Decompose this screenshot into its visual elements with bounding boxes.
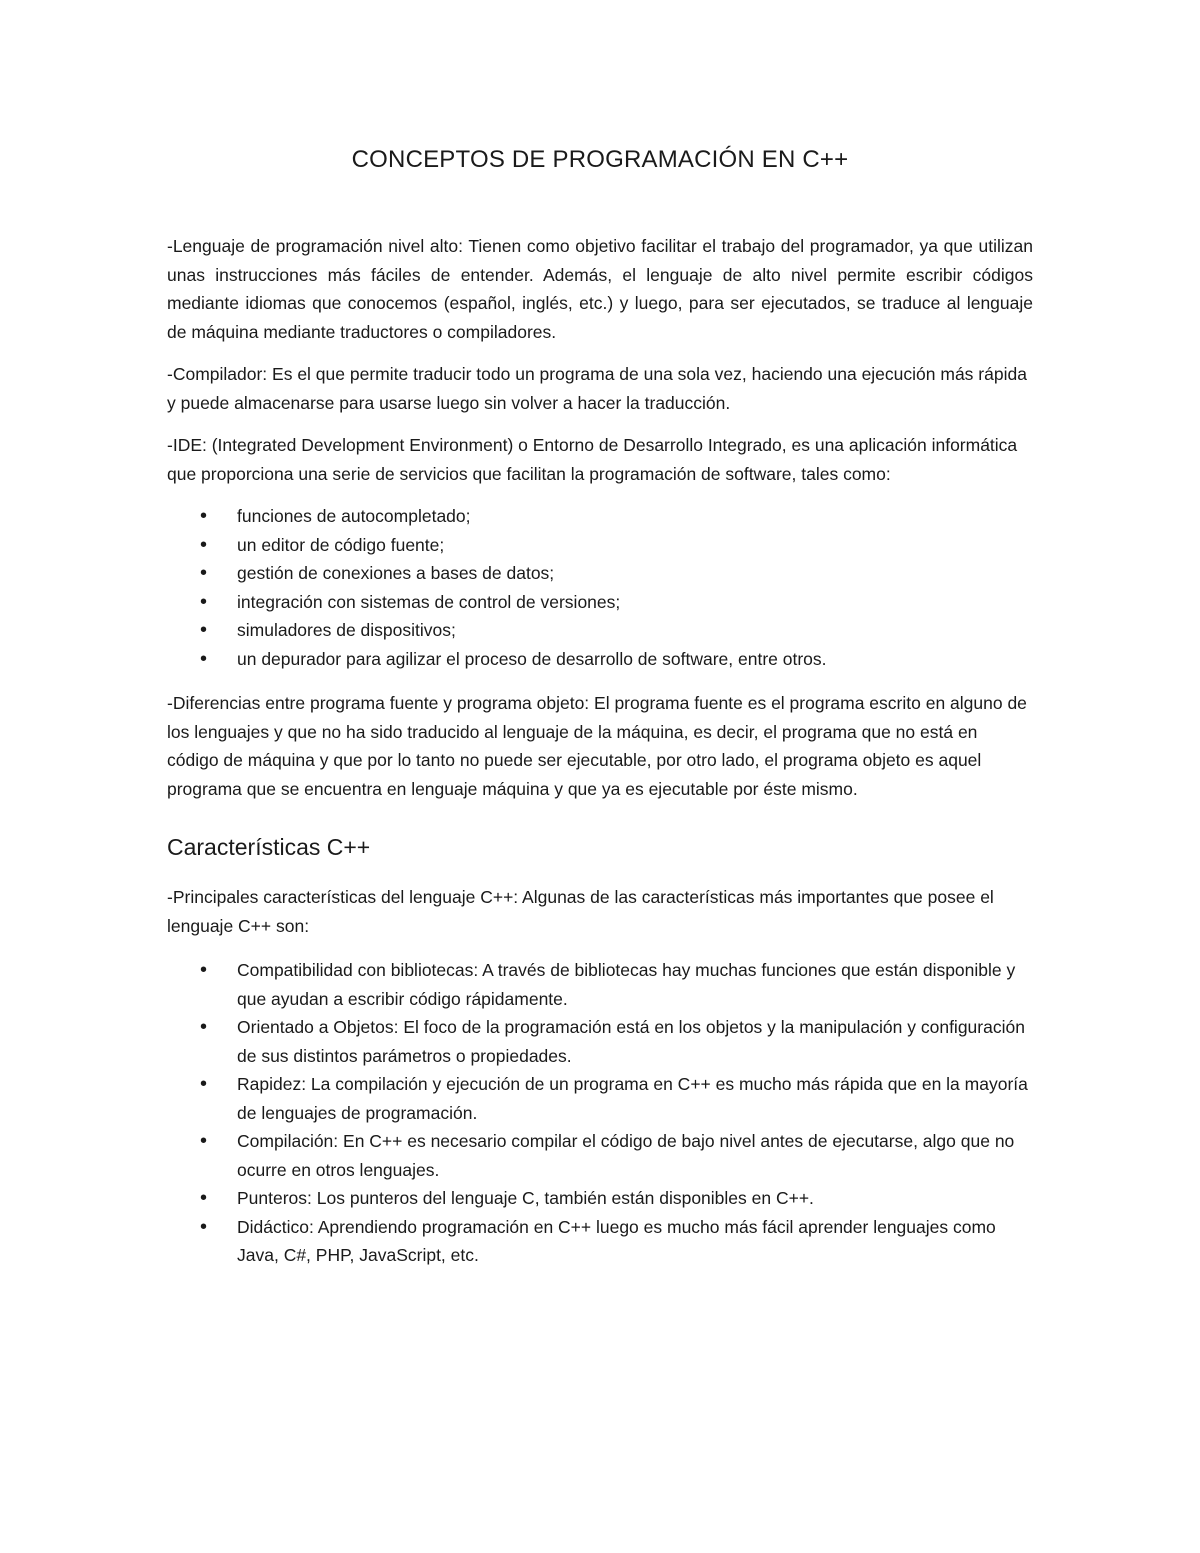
paragraph-principales: -Principales características del lenguaje C++: Algunas de las características más importantes que posee el lenguaje C++ son: xyxy=(167,887,994,936)
features-list xyxy=(167,956,1033,1270)
ide-services-list xyxy=(167,502,1033,673)
section-heading: Características C++ xyxy=(167,834,371,860)
list-item: • Didáctico: Aprendiendo programación en C++ luego es mucho más fácil aprender lenguajes como Java, C#, PHP, JavaScript, etc. xyxy=(167,1213,1033,1270)
paragraph-compilador: -Compilador: Es el que permite traducir todo un programa de una sola vez, haciendo una ejecución más rápida y puede almacenarse para usarse luego sin volver a hacer la traducción. xyxy=(167,364,1027,413)
list-item: • Punteros: Los punteros del lenguaje C, también están disponibles en C++. xyxy=(167,1184,1033,1213)
paragraph-lenguaje-alto-nivel: -Lenguaje de programación nivel alto: Tienen como objetivo facilitar el trabajo del programador, ya que utilizan unas instrucciones más fáciles de entender. Además, el lenguaje de alto nivel permite escribir códigos mediante idiomas que conocemos (español, inglés, etc.) y luego, para ser ejecutados, se traduce al lenguaje de máquina mediante traductores o compiladores. xyxy=(167,236,1033,342)
list-item: • Compilación: En C++ es necesario compilar el código de bajo nivel antes de ejecutarse, algo que no ocurre en otros lenguajes. xyxy=(167,1127,1033,1184)
list-item: • Orientado a Objetos: El foco de la programación está en los objetos y la manipulación y configuración de sus distintos parámetros o propiedades. xyxy=(167,1013,1033,1070)
document-title: CONCEPTOS DE PROGRAMACIÓN EN C++ xyxy=(351,146,849,173)
paragraph-ide: -IDE: (Integrated Development Environment) o Entorno de Desarrollo Integrado, es una aplicación informática que proporciona una serie de servicios que facilitan la programación de software, tales como: xyxy=(167,435,1018,484)
list-item: • funciones de autocompletado; xyxy=(167,502,1033,531)
list-item: • Compatibilidad con bibliotecas: A través de bibliotecas hay muchas funciones que están disponible y que ayudan a escribir código rápidamente. xyxy=(167,956,1033,1013)
list-item: • Rapidez: La compilación y ejecución de un programa en C++ es mucho más rápida que en la mayoría de lenguajes de programación. xyxy=(167,1070,1033,1127)
list-item: • integración con sistemas de control de versiones; xyxy=(167,588,1033,617)
list-item: • simuladores de dispositivos; xyxy=(167,616,1033,645)
list-item: • un editor de código fuente; xyxy=(167,531,1033,560)
document-content xyxy=(167,140,1033,1286)
list-item: • gestión de conexiones a bases de datos; xyxy=(167,559,1033,588)
list-item: • un depurador para agilizar el proceso de desarrollo de software, entre otros. xyxy=(167,645,1033,674)
paragraph-diferencias: -Diferencias entre programa fuente y programa objeto: El programa fuente es el programa escrito en alguno de los lenguajes y que no ha sido traducido al lenguaje de la máquina, es decir, el programa que no está en código de máquina y que por lo tanto no puede ser ejecutable, por otro lado, el programa objeto es aquel programa que se encuentra en lenguaje máquina y que ya es ejecutable por éste mismo. xyxy=(167,693,1027,799)
